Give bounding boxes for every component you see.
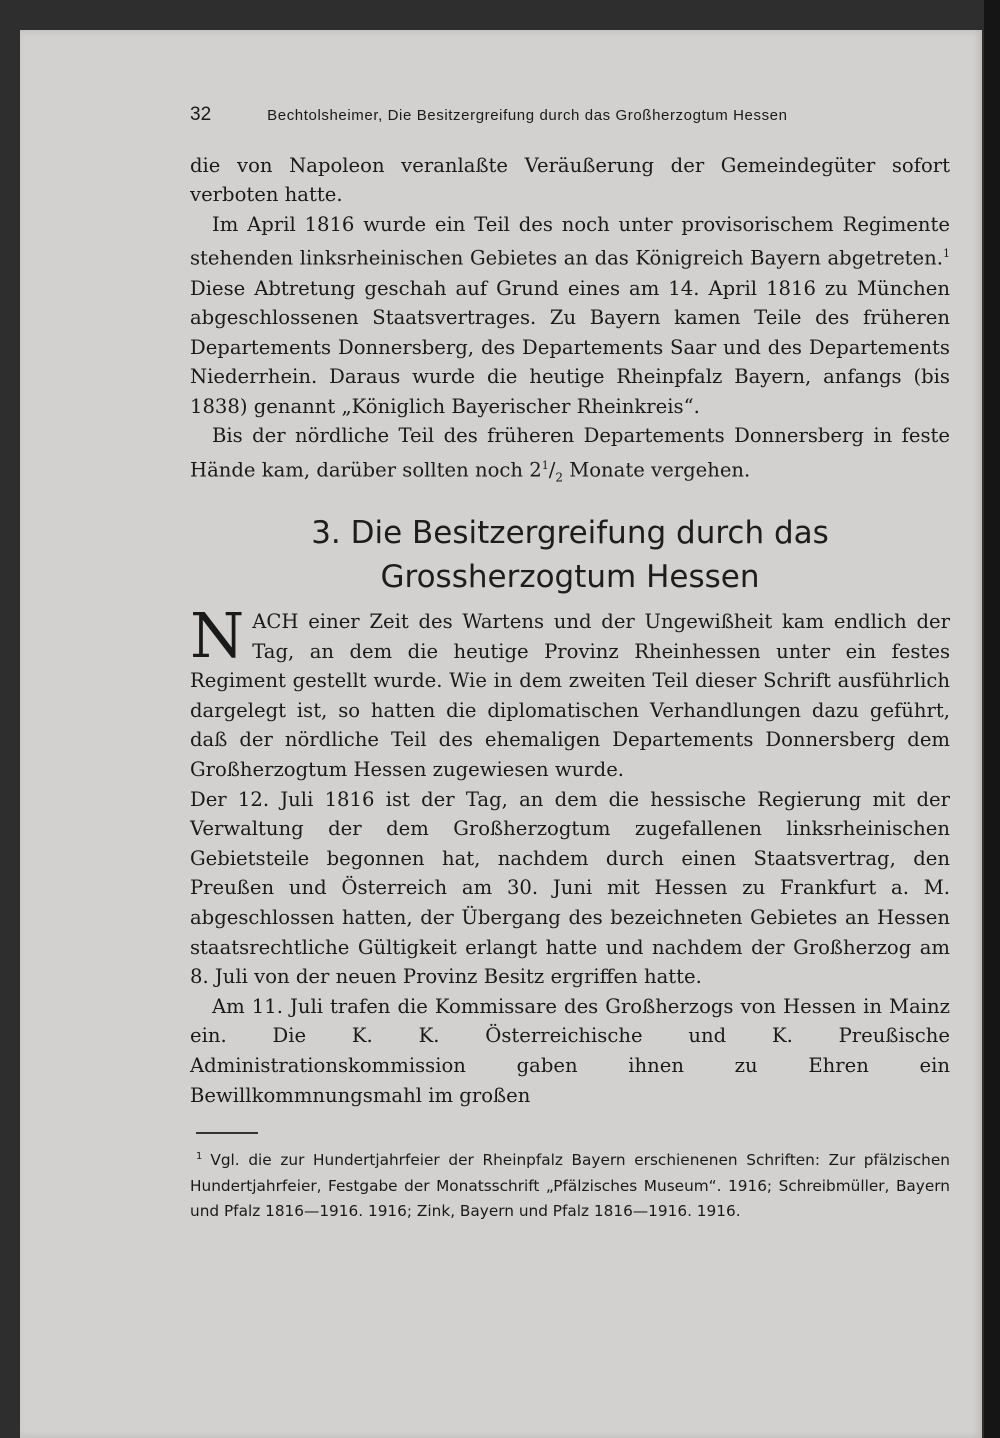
section-heading <box>190 511 950 599</box>
paragraph-text: Am 11. Juli trafen die Kommissare des Großherzogs von Hessen in Mainz ein. Die K. K. Österreichische und K. Preußische Administrationskommission gaben ihnen zu Ehren ein Bewillkommnungsmahl im großen <box>190 994 950 1107</box>
footnote-text: Vgl. die zur Hundertjahrfeier der Rheinpfalz Bayern erschienenen Schriften: Zur pfälzischen Hundertjahrfeier, Festgabe der Monatsschrift „Pfälzisches Museum“. 1916; Schreibmüller, Bayern und Pfalz 1816—1916. 1916; Zink, Bayern und Pfalz 1816—1916. 1916. <box>190 1151 950 1221</box>
paragraph-text: Diese Abtretung geschah auf Grund eines am 14. April 1816 zu München abgeschlossenen Staatsvertrages. Zu Bayern kamen Teile des früheren Departements Donnersberg, des Departements Saar und des Departements Niederrhein. Daraus wurde die heutige Rheinpfalz Bayern, anfangs (bis 1838) genannt „Königlich Bayerischer Rheinkreis“. <box>190 276 950 418</box>
section-heading-line-1: 3. Die Besitzergreifung durch das <box>311 515 829 552</box>
paragraph-continuation <box>190 151 950 210</box>
scan-border-right <box>984 0 1000 1438</box>
paragraph-text: Im April 1816 wurde ein Teil des noch unter provisorischem Regimente stehenden linksrheinischen Gebietes an das Königreich Bayern abgetreten. <box>190 212 950 270</box>
paragraph-text: Der 12. Juli 1816 ist der Tag, an dem die hessische Regierung mit der Verwaltung der dem Großherzogtum zugefallenen linksrheinischen Gebietsteile begonnen hat, nachdem durch einen Staatsvertrag, den Preußen und Österreich am 30. Juni mit Hessen zu Frankfurt a. M. abgeschlossen hatten, der Übergang des bezeichneten Gebietes an Hessen staatsrechtliche Gültigkeit erlangt hatte und nachdem der Großherzog am 8. Juli von der neuen Provinz Besitz ergriffen hatte. <box>190 787 950 989</box>
paragraph-text: die von Napoleon veranlaßte Veräußerung der Gemeindegüter sofort verboten hatte. <box>190 153 950 207</box>
fraction-slash: / <box>548 458 556 482</box>
footnote-mark: 1 <box>196 1151 203 1163</box>
paragraph-section-opening <box>190 599 950 785</box>
footnote <box>190 1144 950 1225</box>
text-block <box>190 96 950 1225</box>
fraction-denominator: 2 <box>555 470 563 485</box>
running-head <box>190 100 950 131</box>
paragraph-july-12 <box>190 785 950 992</box>
document-page <box>20 30 982 1438</box>
fraction-numerator: 1 <box>541 459 549 473</box>
paragraph-bavaria-cession <box>190 210 950 422</box>
footnote-divider <box>196 1132 258 1134</box>
running-title: Bechtolsheimer, Die Besitzergreifung durch das Großherzogtum Hessen <box>267 107 788 124</box>
paragraph-text: Monate vergehen. <box>569 458 751 482</box>
page-number: 32 <box>190 104 212 125</box>
footnote-reference: 1 <box>943 247 950 261</box>
paragraph-text: ACH einer Zeit des Wartens und der Ungewißheit kam endlich der Tag, an dem die heutige Provinz Rheinhessen unter ein festes Regiment gestellt wurde. Wie in dem zweiten Teil dieser Schrift ausführlich dargelegt ist, so hatten die diplomatischen Verhandlungen dazu geführt, daß der nördliche Teil des ehemaligen Departements Donnersberg dem Großherzogtum Hessen zugewiesen wurde. <box>190 610 950 782</box>
paragraph-july-11 <box>190 992 950 1110</box>
paragraph-donnersberg <box>190 421 950 493</box>
paragraph-text: Bis der nördliche Teil des früheren Departements Donnersberg in feste Hände kam, darüber sollten noch 2 <box>190 424 950 482</box>
drop-cap: N <box>190 599 245 673</box>
section-heading-line-2: Grossherzogtum Hessen <box>380 559 760 596</box>
